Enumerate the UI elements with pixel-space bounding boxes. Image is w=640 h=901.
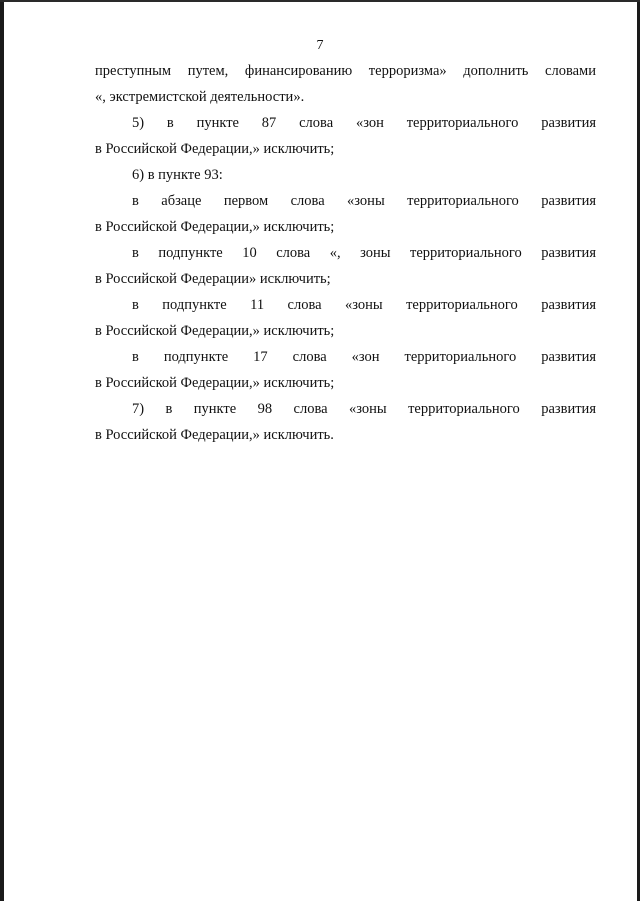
text-line: в подпункте 17 слова «зон территориального развития: [132, 349, 596, 365]
paragraph-continuation: [95, 58, 596, 110]
text-line: в Российской Федерации,» исключить;: [95, 141, 335, 157]
text-line: 5) в пункте 87 слова «зон территориального развития: [132, 115, 596, 131]
paragraph-abzac-1: [95, 188, 596, 240]
text-line: 7) в пункте 98 слова «зоны территориального развития: [132, 401, 596, 417]
text-line: 6) в пункте 93:: [132, 167, 223, 183]
paragraph-subpoint-10: [95, 240, 596, 292]
text-line: в абзаце первом слова «зоны территориального развития: [132, 193, 596, 209]
text-line: преступным путем, финансированию терроризма» дополнить словами: [95, 63, 596, 79]
scan-border-left: [0, 0, 4, 901]
paragraph-item-5: [95, 110, 596, 162]
text-line: в Российской Федерации,» исключить;: [95, 323, 335, 339]
document-body: [95, 58, 596, 448]
text-line: в Российской Федерации,» исключить;: [95, 375, 335, 391]
text-line: в подпункте 10 слова «, зоны территориального развития: [132, 245, 596, 261]
text-line: в Российской Федерации,» исключить;: [95, 219, 335, 235]
paragraph-subpoint-17: [95, 344, 596, 396]
paragraph-item-6: [95, 162, 596, 188]
paragraph-item-7: [95, 396, 596, 448]
page-number: 7: [316, 38, 324, 53]
text-line: в Российской Федерации,» исключить.: [95, 427, 334, 443]
text-line: «, экстремистской деятельности».: [95, 89, 305, 105]
text-line: в Российской Федерации» исключить;: [95, 271, 331, 287]
text-line: в подпункте 11 слова «зоны территориального развития: [132, 297, 596, 313]
scan-border-top: [0, 0, 640, 2]
paragraph-subpoint-11: [95, 292, 596, 344]
